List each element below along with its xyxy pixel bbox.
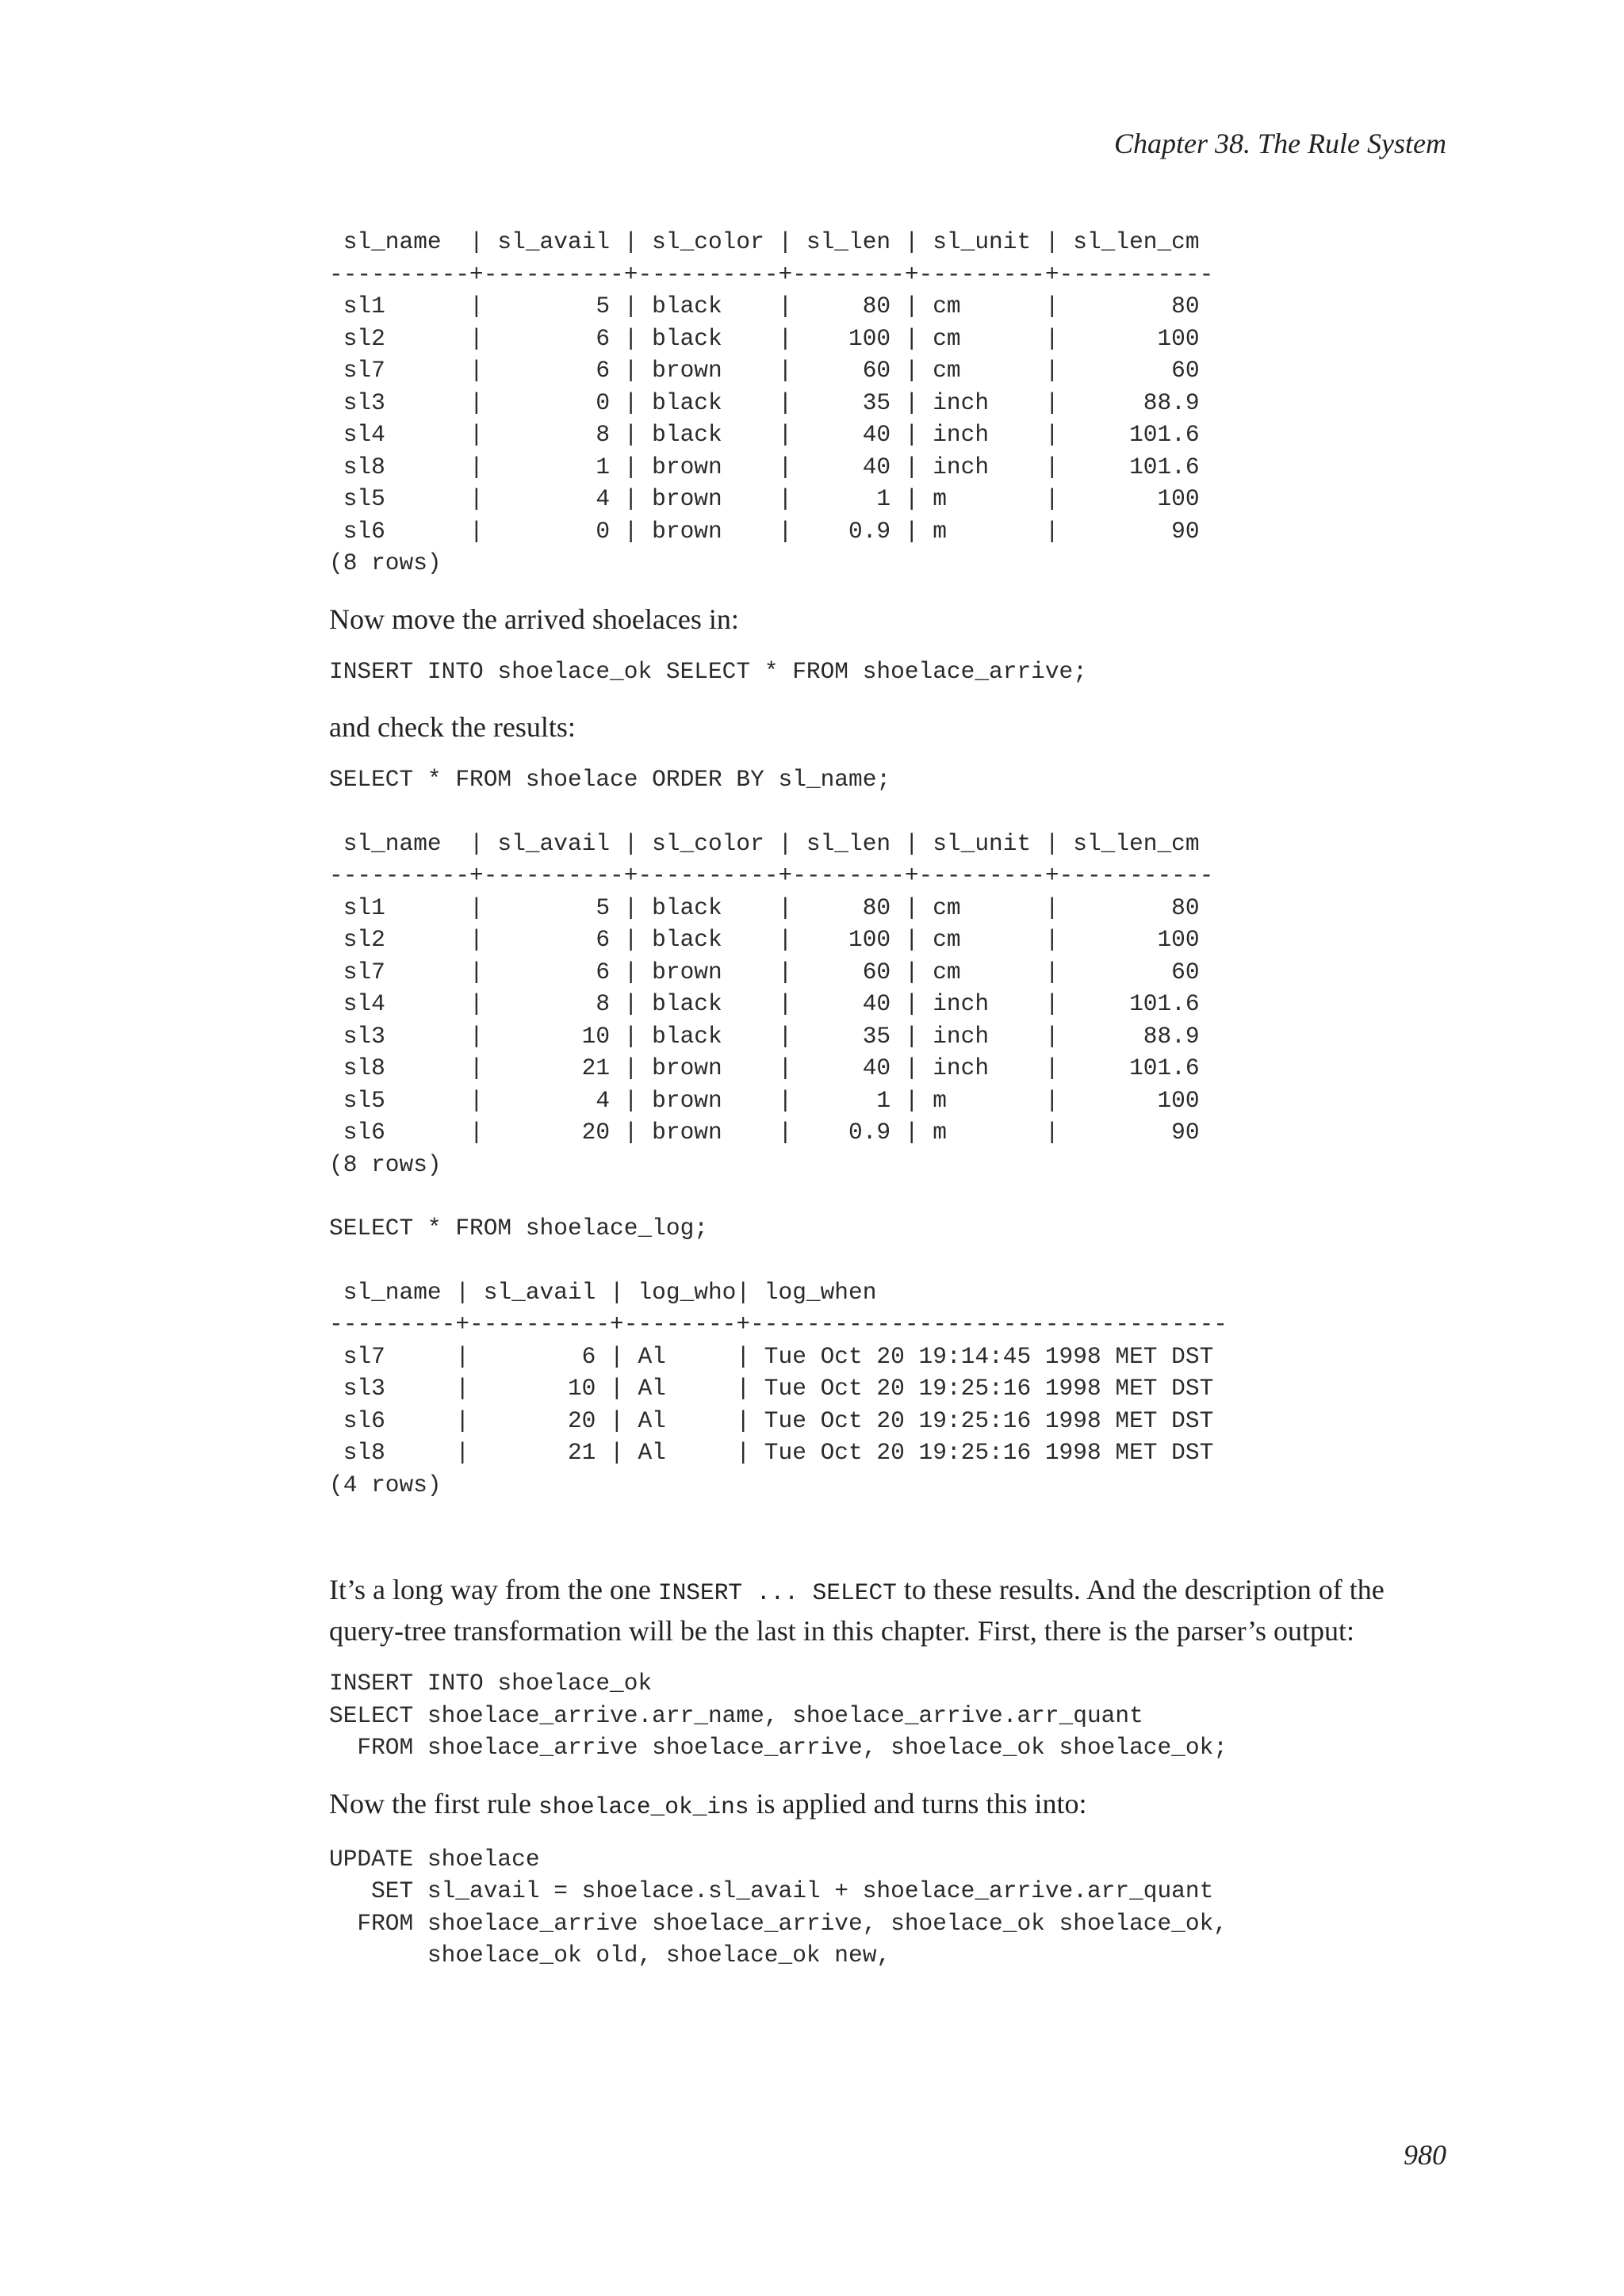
paragraph-text-after: to these results. And the description of the query-tree transformation will be the last in this chapter. First, there is the parser’s output: [329, 1574, 1385, 1647]
code-insert-shoelace-ok: INSERT INTO shoelace_ok SELECT * FROM shoelace_arrive; [329, 657, 1087, 685]
page-number: 980 [1404, 2139, 1446, 2171]
paragraph-move-shoelaces: Now move the arrived shoelaces in: [329, 603, 739, 635]
result-table-shoelace-log: sl_name | sl_avail | log_who| log_when ---------+----------+--------+---------------------------------- sl7 | 6 | Al | Tue Oct 20 19:14:45 1998 MET DST sl3 | 10 | Al | Tue Oct 20 19:25:16 1998 MET DST sl6 | 20 | Al | Tue Oct 20 19:25:16 1998 MET DST sl8 | 21 | Al | Tue Oct 20 19:25:16 1998 MET DST (4 rows) [329, 1278, 1228, 1498]
result-table-shoelace-before: sl_name | sl_avail | sl_color | sl_len | sl_unit | sl_len_cm ----------+----------+----------+--------+---------+----------- sl1 | 5 | black | 80 | cm | 80 sl2 | 6 | black | 100 | cm | 100 sl7 | 6 | brown | 60 | cm | 60 sl3 | 0 | black | 35 | inch | 88.9 sl4 | 8 | black | 40 | inch | 101.6 sl8 | 1 | brown | 40 | inch | 101.6 sl5 | 4 | brown | 1 | m | 100 sl6 | 0 | brown | 0.9 | m | 90 (8 rows) [329, 228, 1214, 576]
inline-code-rule-name: shoelace_ok_ins [538, 1793, 749, 1820]
code-select-shoelace-log: SELECT * FROM shoelace_log; [329, 1215, 708, 1242]
page-body [329, 226, 1439, 1972]
code-parser-output: INSERT INTO shoelace_ok SELECT shoelace_arrive.arr_name, shoelace_arrive.arr_quant FROM shoelace_arrive shoelace_arrive, shoelace_ok shoelace_ok; [329, 1670, 1228, 1761]
paragraph-check-results: and check the results: [329, 711, 576, 743]
running-header: Chapter 38. The Rule System [1114, 128, 1446, 159]
inline-code-insert-select: INSERT ... SELECT [657, 1579, 897, 1606]
code-select-shoelace: SELECT * FROM shoelace ORDER BY sl_name; [329, 766, 891, 793]
paragraph-text-before: Now the first rule [329, 1787, 538, 1820]
code-update-shoelace: UPDATE shoelace SET sl_avail = shoelace.sl_avail + shoelace_arrive.arr_quant FROM shoelace_arrive shoelace_arrive, shoelace_ok shoelace_ok, shoelace_ok old, shoelace_ok new, [329, 1845, 1228, 1969]
paragraph-long-way [329, 1571, 1439, 1650]
paragraph-text-after: is applied and turns this into: [749, 1787, 1087, 1820]
paragraph-first-rule [329, 1785, 1439, 1826]
result-table-shoelace-after: sl_name | sl_avail | sl_color | sl_len | sl_unit | sl_len_cm ----------+----------+----------+--------+---------+----------- sl1 | 5 | black | 80 | cm | 80 sl2 | 6 | black | 100 | cm | 100 sl7 | 6 | brown | 60 | cm | 60 sl4 | 8 | black | 40 | inch | 101.6 sl3 | 10 | black | 35 | inch | 88.9 sl8 | 21 | brown | 40 | inch | 101.6 sl5 | 4 | brown | 1 | m | 100 sl6 | 20 | brown | 0.9 | m | 90 (8 rows) [329, 829, 1214, 1178]
paragraph-text-before: It’s a long way from the one [329, 1574, 658, 1605]
